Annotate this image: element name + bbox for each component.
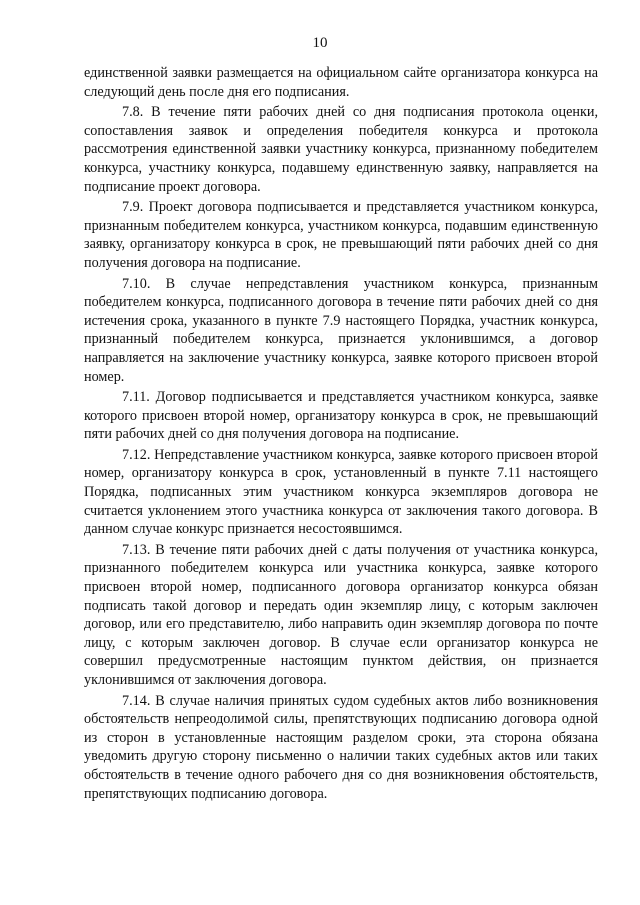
paragraph-continuation: единственной заявки размещается на официальном сайте организатора конкурса на следующий день после дня его подписания. <box>84 65 598 100</box>
paragraph-7-8: 7.8. В течение пяти рабочих дней со дня подписания протокола оценки, сопоставления заявок и определения победителя конкурса и протокола рассмотрения единственной заявки участнику конкурса, признанному победителем конкурса, участнику конкурса, подавшему единственную заявку, направляется на подписание проект договора. <box>84 104 598 195</box>
paragraph-7-14: 7.14. В случае наличия принятых судом судебных актов либо возникновения обстоятельств непреодолимой силы, препятствующих подписанию договора одной из сторон в установленные настоящим разделом сроки, эта сторона обязана уведомить другую сторону письменно о наличии таких судебных актов или таких обстоятельств в течение одного рабочего дня со дня возникновения обстоятельств, препятствующих подписанию договора. <box>84 692 598 802</box>
document-body <box>84 64 598 805</box>
page-number: 10 <box>312 35 328 51</box>
paragraph-7-13: 7.13. В течение пяти рабочих дней с даты получения от участника конкурса, признанного победителем конкурса или участника конкурса, заявке которого присвоен второй номер, подписанного договора организатор конкурса обязан подписать такой договор и передать один экземпляр лицу, с которым заключен договор, или его представителю, либо направить один экземпляр договора по почте лицу, с которым заключен договор. В случае если организатор конкурса не совершил предусмотренные настоящим пунктом действия, он признается уклонившимся от заключения договора. <box>84 541 598 688</box>
paragraph-7-11: 7.11. Договор подписывается и представляется участником конкурса, заявке которого присвоен второй номер, организатору конкурса в срок, не превышающий пяти рабочих дней со дня получения договора на подписание. <box>84 389 598 443</box>
paragraph-7-10: 7.10. В случае непредставления участником конкурса, признанным победителем конкурса, подписанного договора в течение пяти рабочих дней со дня истечения срока, указанного в пункте 7.9 настоящего Порядка, участник конкурса, признанный победителем конкурса, признается уклонившимся, а договор направляется на заключение участнику конкурса, заявке которого присвоен второй номер. <box>84 275 598 385</box>
paragraph-7-9: 7.9. Проект договора подписывается и представляется участником конкурса, признанным победителем конкурса, участником конкурса, подавшим единственную заявку, организатору конкурса в срок, не превышающий пяти рабочих дней со дня получения договора на подписание. <box>84 199 598 271</box>
paragraph-7-12: 7.12. Непредставление участником конкурса, заявке которого присвоен второй номер, организатору конкурса в срок, установленный в пункте 7.11 настоящего Порядка, подписанных этим участником конкурса экземпляров договора не считается уклонением этого участника конкурса от заключения такого договора. В данном случае конкурс признается несостоявшимся. <box>84 446 598 538</box>
